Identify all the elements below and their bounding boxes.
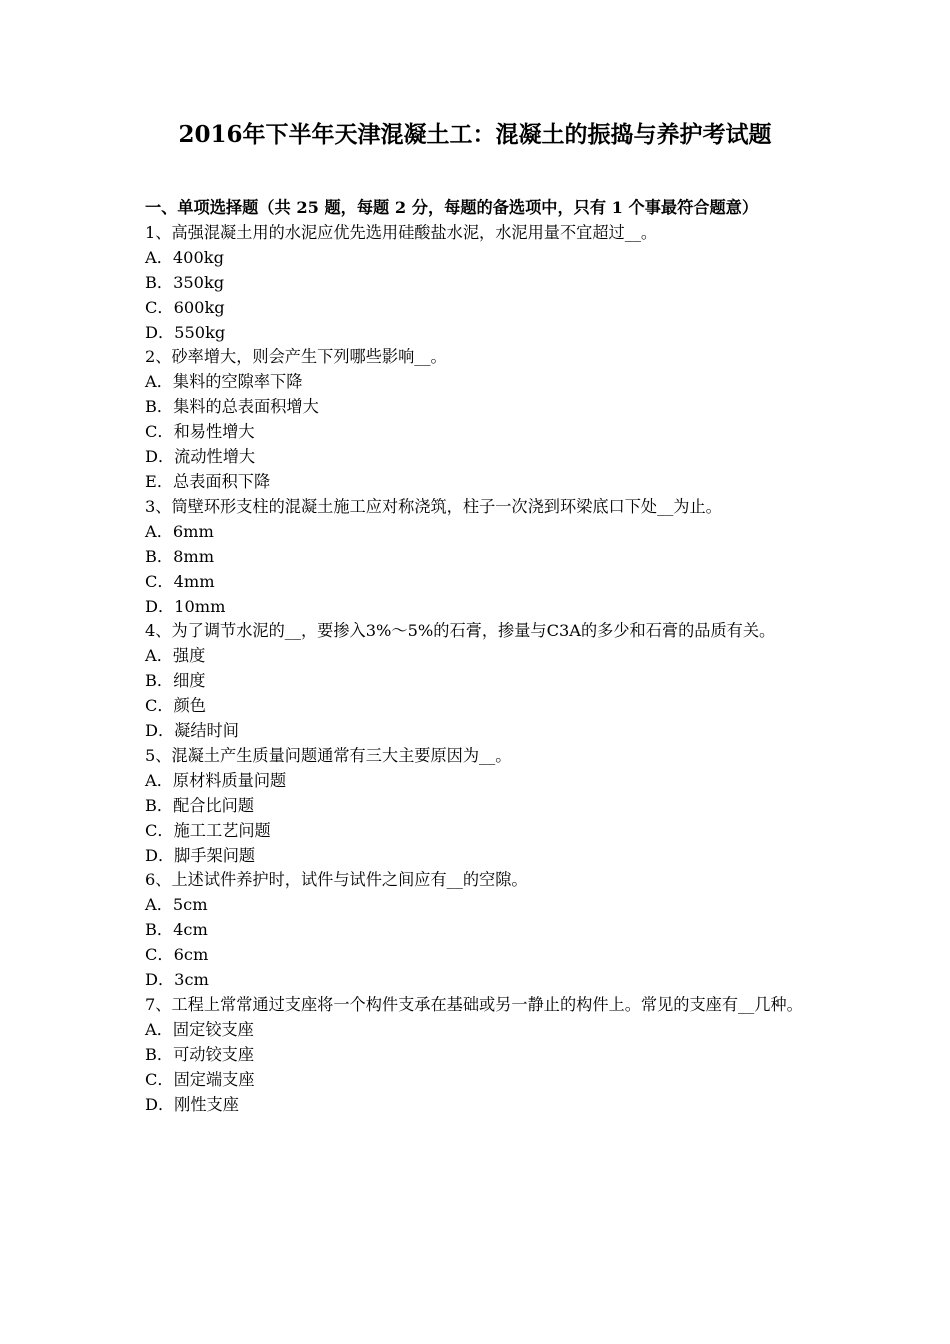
question-2 — [145, 345, 810, 494]
question-text: 2、砂率增大，则会产生下列哪些影响__。 — [145, 347, 447, 367]
answer-option: B．350kg — [145, 272, 225, 292]
question-5 — [145, 744, 810, 869]
answer-option: D．刚性支座 — [145, 1094, 239, 1114]
answer-option: C．600kg — [145, 297, 225, 317]
question-text: 1、高强混凝土用的水泥应优先选用硅酸盐水泥，水泥用量不宜超过__。 — [145, 222, 658, 242]
answer-option: C．固定端支座 — [145, 1069, 255, 1089]
question-text: 3、筒壁环形支柱的混凝土施工应对称浇筑，柱子一次浇到环梁底口下处__为止。 — [145, 496, 722, 516]
question-3 — [145, 495, 810, 620]
answer-option: A．固定铰支座 — [145, 1019, 254, 1039]
question-text: 5、混凝土产生质量问题通常有三大主要原因为__。 — [145, 745, 512, 765]
answer-option: B．配合比问题 — [145, 795, 255, 815]
question-7 — [145, 993, 810, 1118]
answer-option: B．8mm — [145, 546, 215, 566]
question-6 — [145, 868, 810, 993]
answer-option: B．细度 — [145, 671, 206, 691]
answer-option: B．4cm — [145, 920, 208, 940]
answer-option: C．颜色 — [145, 696, 206, 716]
section-heading: 一、单项选择题（共 25 题，每题 2 分，每题的备选项中，只有 1 个事最符合题意） — [145, 198, 759, 217]
answer-option: C．6cm — [145, 945, 209, 965]
answer-option: A．原材料质量问题 — [145, 770, 287, 790]
answer-option: D．3cm — [145, 970, 209, 990]
answer-option: C．和易性增大 — [145, 422, 255, 442]
question-list — [145, 221, 810, 1118]
answer-option: B．集料的总表面积增大 — [145, 397, 319, 417]
answer-option: C．施工工艺问题 — [145, 820, 271, 840]
question-text: 6、上述试件养护时，试件与试件之间应有__的空隙。 — [145, 870, 528, 890]
answer-option: D．流动性增大 — [145, 447, 256, 467]
answer-option: A．集料的空隙率下降 — [145, 372, 303, 392]
answer-option: A．6mm — [145, 521, 214, 541]
question-4 — [145, 619, 810, 744]
question-text: 4、为了调节水泥的__，要掺入3%～5%的石膏，掺量与C3A的多少和石膏的品质有关。 — [145, 621, 776, 641]
answer-option: D．凝结时间 — [145, 721, 239, 741]
answer-option: B．可动铰支座 — [145, 1044, 255, 1064]
answer-option: D．10mm — [145, 596, 226, 616]
document-body — [145, 196, 810, 1118]
answer-option: A．400kg — [145, 247, 224, 267]
answer-option: D．脚手架问题 — [145, 845, 256, 865]
question-text: 7、工程上常常通过支座将一个构件支承在基础或另一静止的构件上。常见的支座有__几种。 — [145, 995, 803, 1014]
document-title: 2016年下半年天津混凝土工：混凝土的振捣与养护考试题 — [178, 121, 772, 148]
answer-option: E．总表面积下降 — [145, 471, 271, 491]
answer-option: A．5cm — [145, 895, 208, 915]
answer-option: D．550kg — [145, 322, 226, 342]
question-1 — [145, 221, 810, 346]
answer-option: C．4mm — [145, 571, 215, 591]
answer-option: A．强度 — [145, 646, 206, 666]
